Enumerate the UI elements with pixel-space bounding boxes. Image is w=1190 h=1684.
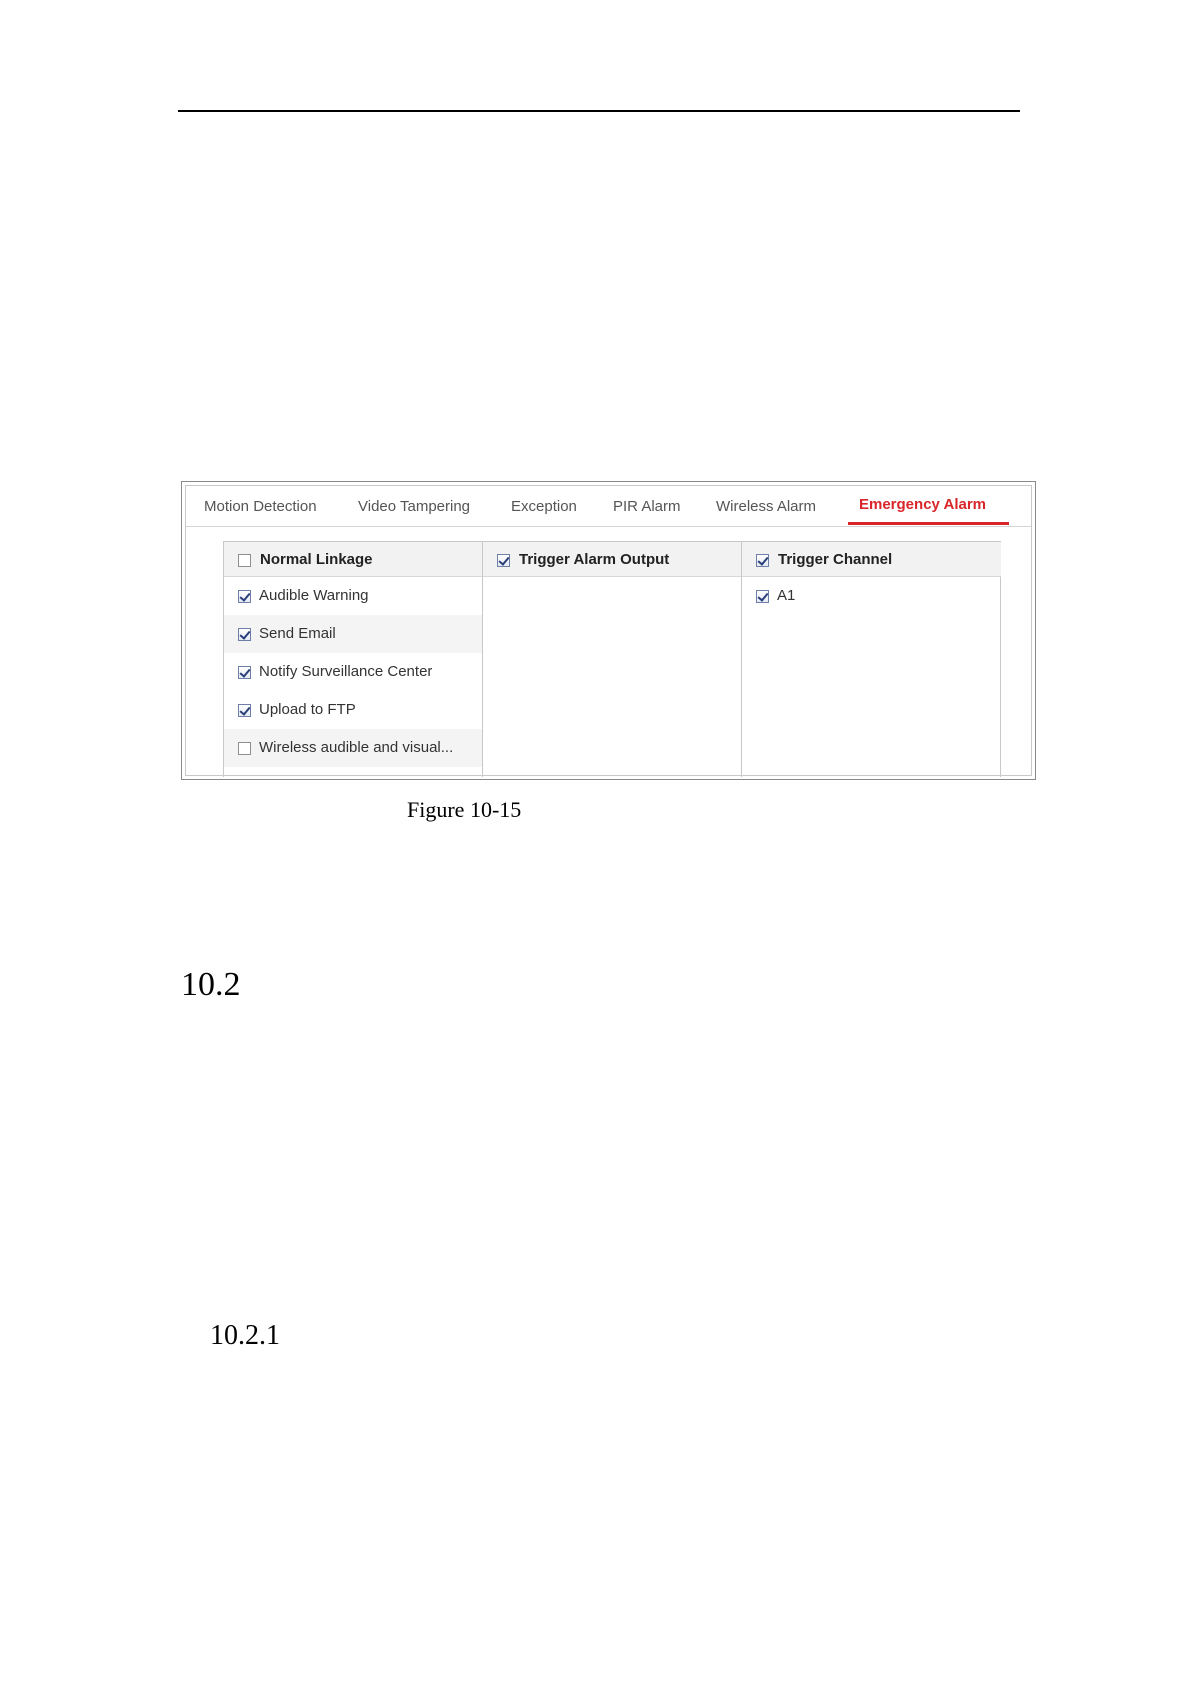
upload-to-ftp-checkbox[interactable] — [238, 704, 251, 717]
channel-a1-label: A1 — [777, 587, 796, 604]
list-item-notify-surveillance-center[interactable] — [224, 653, 482, 691]
list-item-upload-to-ftp[interactable] — [224, 691, 482, 729]
trigger-channel-label: Trigger Channel — [778, 551, 893, 568]
active-tab-indicator — [848, 522, 1009, 525]
panel-inner — [185, 485, 1032, 776]
notify-surveillance-center-checkbox[interactable] — [238, 666, 251, 679]
normal-linkage-label: Normal Linkage — [260, 551, 373, 568]
audible-warning-checkbox[interactable] — [238, 590, 251, 603]
trigger-alarm-output-header — [483, 541, 741, 577]
list-item-audible-warning[interactable] — [224, 577, 482, 615]
upload-to-ftp-label: Upload to FTP — [259, 701, 356, 718]
trigger-channel-column — [742, 541, 1001, 777]
tab-bar — [186, 486, 1031, 527]
list-item-channel-a1[interactable] — [742, 577, 1001, 615]
tab-emergency-alarm[interactable]: Emergency Alarm — [859, 496, 987, 513]
header-rule — [178, 110, 1020, 112]
send-email-label: Send Email — [259, 625, 336, 642]
audible-warning-label: Audible Warning — [259, 587, 369, 604]
tab-motion-detection[interactable]: Motion Detection — [204, 498, 317, 515]
send-email-checkbox[interactable] — [238, 628, 251, 641]
linkage-settings-panel — [181, 481, 1036, 780]
tab-video-tampering[interactable]: Video Tampering — [358, 498, 471, 515]
trigger-alarm-output-label: Trigger Alarm Output — [519, 551, 670, 568]
normal-linkage-header — [224, 541, 482, 577]
wireless-audible-visual-label: Wireless audible and visual... — [259, 739, 454, 756]
normal-linkage-column — [224, 541, 483, 777]
linkage-table — [223, 541, 1001, 777]
tab-pir-alarm[interactable]: PIR Alarm — [613, 498, 681, 515]
list-item-wireless-audible-visual[interactable] — [224, 729, 482, 767]
trigger-channel-header — [742, 541, 1001, 577]
list-item-send-email[interactable] — [224, 615, 482, 653]
section-heading: 10.2 — [181, 966, 241, 1003]
tab-exception[interactable]: Exception — [511, 498, 577, 515]
figure-caption: Figure 10-15 — [407, 797, 522, 822]
tab-wireless-alarm[interactable]: Wireless Alarm — [716, 498, 817, 515]
trigger-alarm-output-checkbox[interactable] — [497, 554, 510, 567]
notify-surveillance-center-label: Notify Surveillance Center — [259, 663, 433, 680]
wireless-audible-visual-checkbox[interactable] — [238, 742, 251, 755]
trigger-alarm-output-column — [483, 541, 742, 777]
subsection-heading: 10.2.1 — [210, 1320, 280, 1351]
channel-a1-checkbox[interactable] — [756, 590, 769, 603]
normal-linkage-checkbox[interactable] — [238, 554, 251, 567]
trigger-channel-checkbox[interactable] — [756, 554, 769, 567]
